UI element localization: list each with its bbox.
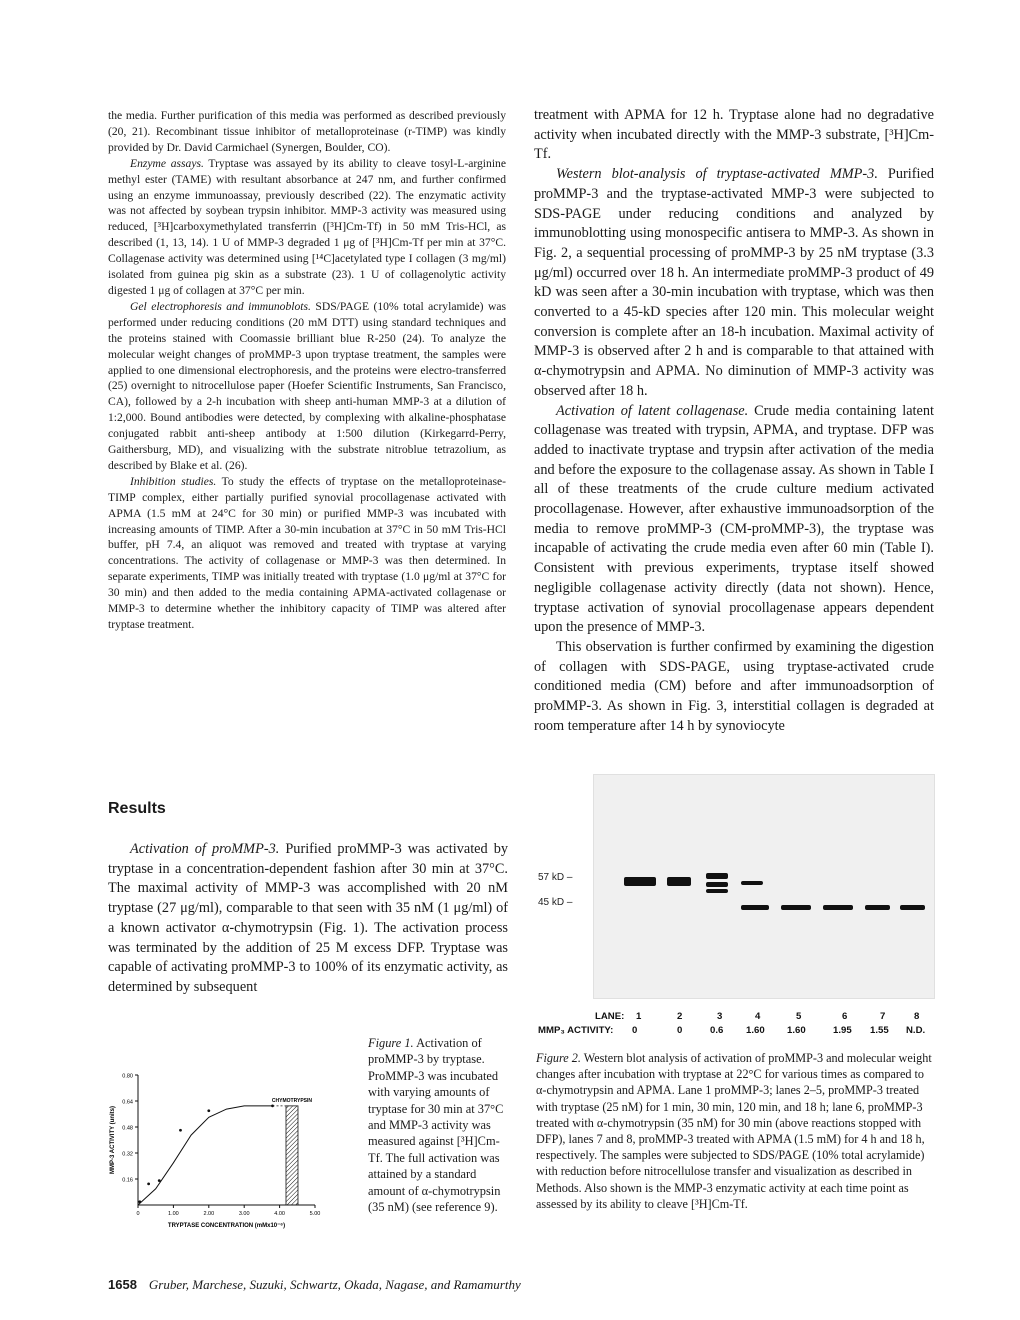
x-tick-label: 4.00 [274,1211,285,1217]
figure-2-caption-text: Western blot analysis of activation of proMMP-3 and molecular weight changes after incubation with tryptase at 22°C for various times as compared to α-chymotrypsin and APMA. Lane 1 proMMP-3; lanes 2–5, proMMP-3 treated with tryptase (25 nM) for 1 min, 30 min, 120 min, and 18 h; lane 6, proMMP-3 treated with α-chymotrypsin (35 nM) for 30 min (above reactions stopped with DFP), lanes 7 and 8, proMMP-3 treated with APMA (1.5 mM) for 4 h and 18 h, respectively. The samples were subjected to SDS/PAGE (10% total acrylamide) with reduction before nitrocellulose transfer and visualization as described in Methods. Also shown is the MMP-3 enzymatic activity at each time point as assessed by its ability to cleave [³H]Cm-Tf. [536,1051,932,1211]
lane-number: 3 [717,1011,723,1022]
chymotrypsin-bar [286,1106,298,1205]
observation-para: This observation is further confirmed by examining the digestion of collagen with SDS-PAGE, using tryptase-activated crude conditioned media (CM) before and after immunoadsorption of proMMP-3. As shown in Fig. 3, interstitial collagen is degraded at room temperature after 14 h by synoviocyte [534,638,934,734]
activity-value: 0 [632,1025,638,1036]
lane-label: LANE: [595,1011,625,1022]
y-tick-label: 0.64 [122,1099,133,1106]
activity-row [0,1025,1020,1039]
y-tick-label: 0.16 [122,1177,133,1184]
gel-electrophoresis-title: Gel electrophoresis and immunoblots. [130,299,311,313]
blot-band [865,905,890,910]
western-blot-title: Western blot-analysis of tryptase-activated MMP-3. [556,166,878,183]
blot-band [741,881,763,885]
x-tick-label: 5.00 [309,1211,321,1217]
activity-value: 0.6 [710,1025,724,1036]
activity-value: 1.60 [746,1025,765,1036]
blot-band [900,905,925,910]
results-para-text: Purified proMMP-3 was activated by tryptase in a concentration-dependent fashion after 30 min at 37°C. The maximal activity of MMP-3 was accomplished with 20 nM tryptase (27 μg/ml), comparable to that seen with 35 nM (1 μg/ml) of a known activator α-chymotrypsin (Fig. 1). The activation process was terminated by the addition of 25 M excess DFP. Tryptase was capable of activating proMMP-3 to 100% of its enzymatic activity, as determined by subsequent [108,841,508,995]
blot-band [667,877,691,886]
lane-number: 2 [677,1011,683,1022]
blot-band [706,873,728,879]
activity-value: 1.55 [870,1025,889,1036]
data-point [179,1129,182,1132]
activity-label: MMP₃ ACTIVITY: [538,1025,614,1036]
y-tick-label: 0.32 [122,1151,133,1158]
gel-electrophoresis-text: SDS/PAGE (10% total acrylamide) was performed under reducing conditions (20 mM DTT) using standard techniques and the proteins stained with Coomassie brilliant blue R-250 (24). To analyze the molecular weight changes of proMMP-3 upon tryptase treatment, the samples were applied to one dimensional electrophoresis, and the proteins were electro-transferred (25) overnight to nitrocellulose paper (Hoefer Scientific Instruments, San Francisco, CA), followed by a 2-h incubation with sheep anti-human MMP-3 at a dilution of 1:2,000. Bound antibodies were detected, by complexing with alkaline-phosphatase conjugated rabbit anti-sheep antibody at 1:500 dilution (Kirkegarrd-Perry, Gaithersburg, MD), and visualizing with the substrate nitroblue tetrazolium, as described by Blake et al. (26). [108,299,506,472]
y-axis-label: MMP-3 ACTIVITY (units) [110,1106,116,1174]
lane-row [0,1011,1020,1025]
blot-band [624,877,656,886]
x-axis-label: TRYPTASE CONCENTRATION (mMx10⁻⁶) [167,1223,286,1229]
page-footer [108,1277,521,1293]
page-number: 1658 [108,1277,137,1292]
figure-1-svg [100,1065,362,1235]
latent-collagenase-text: Crude media containing latent collagenase was treated with trypsin, APMA, and tryptase. DFP was added to inactivate tryptase and trypsin after activation of the media and before the exposure to the collagenase assay. As shown in Table I all of these treatments of the crude culture medium activated procollagenase. However, after exhaustive immunoadsorption of the media to remove proMMP-3 (CM-proMMP-3), the tryptase was incapable of activating the crude media even after 60 min (Table I). Consistent with previous experiments, tryptase itself showed negligible collagenase activity directly (data not shown). Hence, tryptase activation of synovial procollagenase appears dependent upon the presence of MMP-3. [534,402,934,636]
inhibition-studies-title: Inhibition studies. [130,474,217,488]
x-tick-label: 2.00 [203,1211,215,1217]
figure-2-caption-title: Figure 2. [536,1051,581,1065]
activity-value: 1.95 [833,1025,852,1036]
lane-number: 5 [796,1011,802,1022]
western-blot-image [593,774,935,999]
latent-collagenase-title: Activation of latent collagenase. [556,402,749,419]
methods-column [108,108,506,633]
blot-band [823,905,853,910]
data-point [271,1104,274,1107]
figure-1-caption-text: Activation of proMMP-3 by tryptase. ProMMP-3 was incubated with varying amounts of tryptase for 30 min at 37°C and MMP-3 activity was measured against [³H]Cm-Tf. The full activation was attained by a standard amount of α-chymotrypsin (35 nM) (see reference 9). [368,1036,504,1215]
footer-authors: Gruber, Marchese, Suzuki, Schwartz, Okada, Nagase, and Ramamurthy [148,1277,521,1292]
x-tick-label: 3.00 [238,1211,250,1217]
data-point [207,1109,210,1112]
marker-57kd: 57 kD – [538,872,573,883]
results-column [108,840,508,998]
western-blot-text: Purified proMMP-3 and the tryptase-activated MMP-3 were subjected to SDS-PAGE under reducing conditions and analyzed by immunoblotting using monospecific antisera to MMP-3. As shown in Fig. 2, a sequential processing of proMMP-3 by 25 nM tryptase (3.3 μg/ml) occurred over 18 h. An intermediate proMMP-3 product of 49 kD was seen after a 30-min incubation with tryptase, which was then converted to a 45-kD species after 120 min. This molecular weight conversion is complete after an 18-h incubation. Maximal activity of MMP-3 is observed after 2 h and is comparable to that attained with α-chymotrypsin and APMA. No diminution of MMP-3 activity was observed after 18 h. [534,166,934,399]
activity-value: 1.60 [787,1025,806,1036]
chymotrypsin-label: CHYMOTRYPSIN [271,1097,313,1104]
data-point [138,1200,141,1203]
lane-number: 1 [636,1011,642,1022]
figure-1-caption-title: Figure 1. [368,1036,414,1050]
methods-para-1: the media. Further purification of this media was performed as described previously (20, 21). Recombinant tissue inhibitor of metalloproteinase (r-TIMP) was kindly provided by Dr. David Carmichael (Synergen, Boulder, CO). [108,109,506,154]
lane-number: 8 [914,1011,920,1022]
western-blot-para [534,165,934,401]
activity-curve [138,1106,273,1205]
inhibition-studies-text: To study the effects of tryptase on the metalloproteinase-TIMP complex, either partially purified synovial procollagenase activated with APMA (1.5 mM at 24°C for 30 min) or purified MMP-3 was incubated with increasing amounts of TIMP. After a 30-min incubation at 37°C in 50 mM Tris-HCl buffer, pH 7.4, an aliquot was removed and treated with tryptase at varying concentrations. The activity of collagenase or MMP-3 was then determined. In separate experiments, TIMP was initially treated with tryptase (1.0 μg/ml at 37°C for 30 min) and then added to the media containing APMA-activated collagenase or MMP-3 to determine whether the inhibitory capacity of TIMP was altered after tryptase treatment. [108,474,506,631]
results-para [108,840,508,998]
lane-number: 6 [842,1011,848,1022]
data-point [147,1182,150,1185]
activity-value: N.D. [906,1025,926,1036]
lane-number: 4 [755,1011,761,1022]
figure-2-caption [536,1050,936,1212]
blot-band [706,882,728,887]
blot-band [706,889,728,893]
x-tick-label: 0 [136,1211,140,1217]
right-para-1: treatment with APMA for 12 h. Tryptase alone had no degradative activity when incubated directly with the MMP-3 substrate, [³H]Cm-Tf. [534,107,934,163]
x-tick-label: 1.00 [168,1211,179,1217]
results-para-title: Activation of proMMP-3. [130,841,280,857]
activity-value: 0 [677,1025,683,1036]
y-tick-label: 0.48 [122,1125,133,1132]
results-heading: Results [108,800,166,817]
lane-number: 7 [880,1011,886,1022]
enzyme-assays-para [108,156,506,299]
data-point [158,1179,161,1182]
figure-1-chart [100,1065,362,1235]
inhibition-studies-para [108,474,506,633]
blot-band [741,905,769,910]
latent-collagenase-para [534,402,934,638]
y-tick-label: 0.80 [122,1073,133,1080]
figure-1-caption [368,1035,508,1215]
enzyme-assays-text: Tryptase was assayed by its ability to cleave tosyl-L-arginine methyl ester (TAME) with resultant absorbance at 247 nm, and further confirmed using an enzyme immunoassay, previously described (22). The enzymatic activity was not affected by soybean trypsin inhibitor. MMP-3 activity was measured using reduced, [³H]carboxymethylated transferrin ([³H]Cm-Tf) in 50 mM Tris-HCl, as described (1, 13, 14). 1 U of MMP-3 degraded 1 μg of [³H]Cm-Tf per min at 37°C. Collagenase activity was determined using [¹⁴C]acetylated type I collagen (3 mg/ml) isolated from guinea pig skin as a substrate (23). 1 U of collagenolytic activity digested 1 μg of collagen at 37°C per min. [108,156,506,297]
enzyme-assays-title: Enzyme assays. [130,156,204,170]
right-column [534,106,934,737]
gel-electrophoresis-para [108,299,506,474]
marker-45kd: 45 kD – [538,897,573,908]
blot-band [781,905,811,910]
